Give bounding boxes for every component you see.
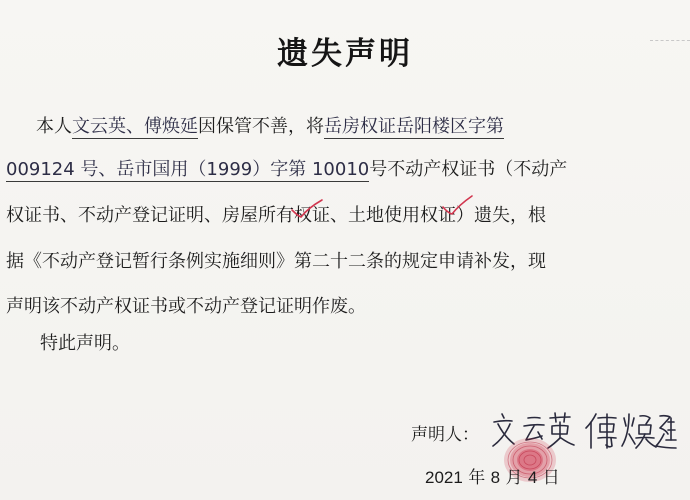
certificate-number-part2: 009124 号、岳市国用（1999）字第 10010 [6,159,370,180]
date-day: 4 [527,468,538,487]
paragraph-line-4: 据《不动产登记暂行条例实施细则》第二十二条的规定申请补发，现 [6,251,546,272]
owner-names: 文云英、傅焕延 [72,116,198,137]
date-month-unit: 月 [505,468,523,488]
certificate-number-part1: 岳房权证岳阳楼区字第 [324,116,504,137]
signer-label: 声明人： [411,425,479,445]
handwritten-signature [488,408,678,453]
date-month: 8 [490,468,501,487]
closing-statement: 特此声明。 [40,333,130,354]
line2-suffix: 号不动产权证书（不动产 [369,159,568,180]
paragraph-line-2 [6,155,567,181]
date [425,463,560,488]
line1-prefix: 本人 [36,116,72,137]
date-day-unit: 日 [542,468,560,488]
paragraph-line-3: 权证书、不动产登记证明、房屋所有权证、土地使用权证）遗失，根 [6,205,546,226]
date-year: 2021 [425,468,463,487]
date-year-unit: 年 [468,468,486,488]
paragraph-line-5: 声明该不动产权证书或不动产登记证明作废。 [6,296,366,317]
page-title: 遗失声明 [277,36,413,72]
line1-mid: 因保管不善，将 [198,116,324,137]
paragraph-line-1 [36,112,504,138]
